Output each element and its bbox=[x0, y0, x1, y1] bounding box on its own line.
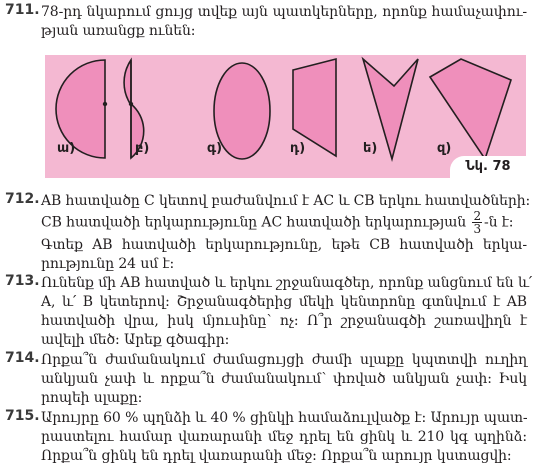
shape-a-center-dot bbox=[103, 102, 107, 106]
problem-715-line-3: Որքա՞ն ցինկ են դրել վառարանի մեջ: Որքա՞ն արույր կստացվի: bbox=[41, 448, 512, 464]
shape-b-upper-part bbox=[124, 60, 131, 105]
problem-715-line-2: րաստելու համար վառարանի մեջ դրել են ցինկ և 210 կգ պղինձ: bbox=[41, 429, 527, 445]
problem-712-line-1: AB հատվածը C կետով բաժանվում է AC և CB երկու հատվածների: bbox=[41, 193, 531, 209]
problem-713-line-1: Ունենք մի AB հատված և երկու շրջանագծեր, որոնք անցնում են և՛ bbox=[41, 275, 533, 291]
problem-711-line-2: թյան առանցք ունեն: bbox=[41, 23, 196, 39]
problem-712-line-2-text: CB հատվածի երկարությունը AC հատվածի երկարության bbox=[41, 214, 467, 231]
problem-number-713: 713. bbox=[5, 273, 40, 289]
problem-712-line-2 bbox=[41, 210, 527, 234]
problem-number-715: 715. bbox=[5, 408, 40, 424]
problem-712-line-4: րությունը 24 սմ է: bbox=[41, 256, 175, 272]
problem-713-line-4: ավելի մեծ: Արեք գծագիր: bbox=[41, 332, 230, 348]
problem-712-line-2-end: -ն է: bbox=[483, 214, 514, 231]
problem-714-line-3: րոպեի սլաքը: bbox=[41, 390, 143, 406]
figure-label-d: դ) bbox=[290, 141, 306, 156]
fraction-numerator: 2 bbox=[473, 209, 481, 223]
figure-label-g: գ) bbox=[207, 141, 223, 156]
figure-label-b: բ) bbox=[135, 141, 150, 156]
fraction-two-thirds bbox=[472, 210, 482, 235]
problem-714-line-2: անկյան չափ և որքա՞ն ժամանակում՝ փռված անկյան չափ: Իսկ bbox=[41, 371, 527, 387]
problem-713-line-2: A, և՛ B կետերով: Շրջանագծերից մեկի կենտրոնը գտնվում է AB bbox=[41, 294, 527, 310]
problem-number-714: 714. bbox=[5, 350, 40, 366]
shape-g-ellipse bbox=[214, 63, 270, 159]
problem-number-712: 712. bbox=[5, 191, 40, 207]
figure-caption: Նկ. 78 bbox=[450, 156, 526, 178]
problem-712-line-3: Գտեք AB հատվածի երկարությունը, եթե CB հատվածի երկա- bbox=[41, 237, 527, 253]
problem-711-line-1: 78-րդ նկարում ցույց տվեք այն պատկերները, որոնք համաչափու- bbox=[41, 4, 527, 20]
figure-label-e: ե) bbox=[363, 141, 378, 156]
problem-715-line-1: Արույրը 60 % պղնձի և 40 % ցինկի համաձուլվածք է: Արույր պատ- bbox=[41, 410, 528, 426]
shape-b-center-dot bbox=[129, 102, 133, 106]
figure-label-z: զ) bbox=[437, 141, 452, 156]
fraction-denominator: 3 bbox=[473, 222, 481, 236]
figure-label-a: ա) bbox=[57, 141, 76, 156]
figure-78 bbox=[45, 55, 526, 178]
problem-713-line-3: հատվածի վրա, իսկ մյուսինը՝ ոչ: Ո՞ր շրջանագծի շառավիղն է bbox=[41, 313, 527, 329]
problem-714-line-1: Որքա՞ն ժամանակում ժամացույցի ժամի սլաքը կպտտվի ուղիղ bbox=[41, 352, 527, 368]
problem-number-711: 711. bbox=[5, 2, 40, 18]
